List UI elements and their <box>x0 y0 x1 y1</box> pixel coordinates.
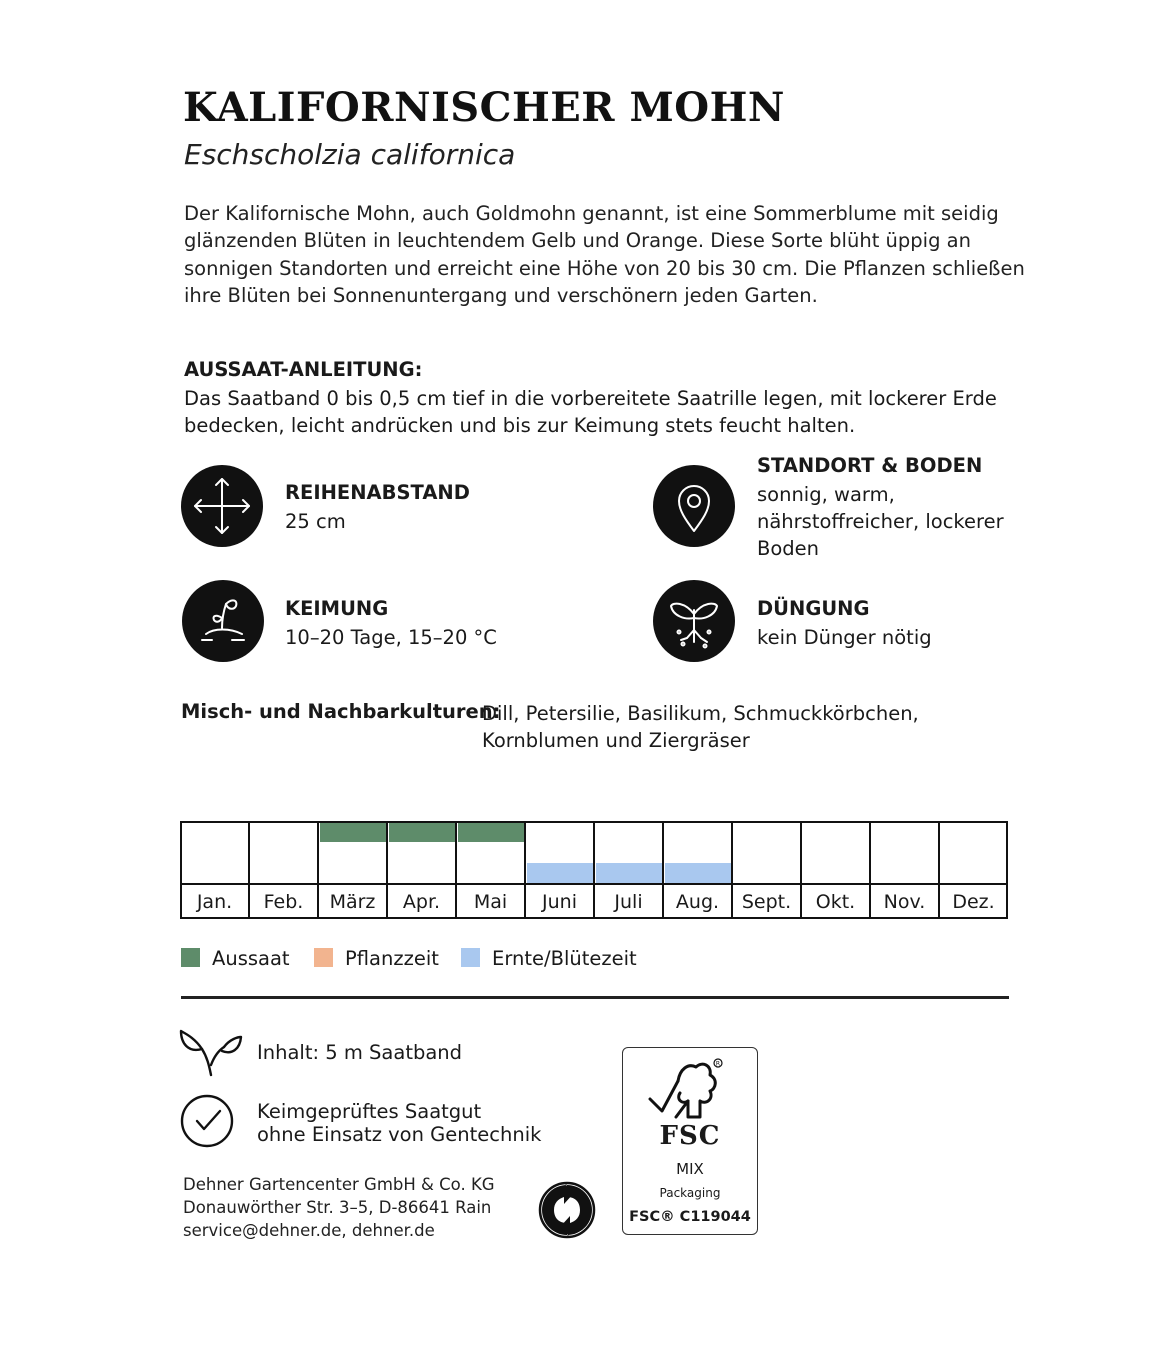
calendar-month-label: Feb. <box>263 891 304 913</box>
botanical-name: Eschscholzia californica <box>184 138 516 171</box>
spacing-value: 25 cm <box>285 510 346 533</box>
location-value <box>757 481 1004 562</box>
calendar-month-label: Mai <box>473 891 508 913</box>
recycling-logo-icon <box>538 1181 596 1239</box>
legend-harvest <box>461 947 637 970</box>
germination-heading: KEIMUNG <box>285 597 389 620</box>
description-line: glänzenden Blüten in leuchtendem Gelb und Orange. Diese Sorte blüht üppig an <box>184 229 971 253</box>
germination-value: 10–20 Tage, 15–20 °C <box>285 626 497 649</box>
address-line: Donauwörther Str. 3–5, D-86641 Rain <box>183 1198 492 1217</box>
legend-planting <box>314 947 439 970</box>
calendar-month-label: Jan. <box>196 891 233 913</box>
sowing-line: bedecken, leicht andrücken und bis zur Keimung stets feucht halten. <box>184 414 856 437</box>
sowing-instructions <box>184 385 997 439</box>
companions-line: Dill, Petersilie, Basilikum, Schmuckkörbchen, <box>482 702 919 725</box>
address-line: service@dehner.de, dehner.de <box>183 1221 435 1240</box>
checkmark-icon <box>180 1093 236 1149</box>
calendar-month-label: Juli <box>614 891 643 913</box>
calendar-divider <box>180 883 1008 885</box>
fsc-logo-text: FSC <box>659 1121 721 1151</box>
calendar-month-label: Aug. <box>675 891 720 913</box>
location-line: sonnig, warm, <box>757 483 895 506</box>
leaves-icon <box>178 1025 244 1079</box>
calendar-month-label: Juni <box>542 891 577 913</box>
companions-label: Misch- und Nachbarkulturen: <box>181 700 501 723</box>
companions-line: Kornblumen und Ziergräser <box>482 729 750 752</box>
seedling-icon <box>182 580 264 662</box>
calendar-month-label: Apr. <box>402 891 441 913</box>
fertilizer-value: kein Dünger nötig <box>757 626 932 649</box>
legend-swatch <box>461 948 480 967</box>
page-title: KALIFORNISCHER MOHN <box>183 84 785 131</box>
legend-label: Pflanzzeit <box>345 947 439 970</box>
legend-label: Ernte/Blütezeit <box>492 947 637 970</box>
address-line: Dehner Gartencenter GmbH & Co. KG <box>183 1175 495 1194</box>
fsc-tree-icon <box>648 1057 728 1123</box>
description-line: ihre Blüten bei Sonnenuntergang und verschönern jeden Garten. <box>184 283 818 307</box>
company-address <box>183 1173 495 1242</box>
calendar-month-label: Sept. <box>741 891 792 913</box>
calendar-month-label: Nov. <box>883 891 926 913</box>
legend-sowing <box>181 947 290 970</box>
companions-value <box>482 700 919 754</box>
fertilizer-heading: DÜNGUNG <box>757 597 870 620</box>
arrows-cross-icon <box>181 465 263 547</box>
svg-text:R: R <box>715 1060 721 1068</box>
location-line: Boden <box>757 537 820 560</box>
location-pin-icon <box>653 465 735 547</box>
description <box>184 200 1025 309</box>
legend-swatch <box>314 948 333 967</box>
sowing-heading: AUSSAAT-ANLEITUNG: <box>184 358 423 381</box>
quality-line: ohne Einsatz von Gentechnik <box>257 1123 542 1146</box>
description-line: sonnigen Standorten und erreicht eine Höhe von 20 bis 30 cm. Die Pflanzen schließen <box>184 256 1025 280</box>
plant-roots-icon <box>653 580 735 662</box>
description-line: Der Kalifornische Mohn, auch Goldmohn genannt, ist eine Sommerblume mit seidig <box>184 202 999 225</box>
fsc-code: FSC® C119044 <box>629 1209 751 1225</box>
fsc-mix: MIX <box>676 1160 704 1178</box>
quality-line: Keimgeprüftes Saatgut <box>257 1100 482 1123</box>
legend-swatch <box>181 948 200 967</box>
sowing-line: Das Saatband 0 bis 0,5 cm tief in die vorbereitete Saatrille legen, mit lockerer Erde <box>184 387 997 410</box>
calendar-month-label: Okt. <box>815 891 856 913</box>
calendar-month-label: März <box>329 891 376 913</box>
legend-label: Aussaat <box>212 947 290 970</box>
content-info: Inhalt: 5 m Saatband <box>257 1041 463 1064</box>
sowing-calendar <box>180 821 1008 919</box>
calendar-month-label: Dez. <box>952 891 995 913</box>
fsc-packaging: Packaging <box>659 1186 721 1200</box>
divider <box>181 996 1009 999</box>
quality-info <box>257 1100 541 1146</box>
location-line: nährstoffreicher, lockerer <box>757 510 1004 533</box>
spacing-heading: REIHENABSTAND <box>285 481 470 504</box>
location-heading: STANDORT & BODEN <box>757 454 983 477</box>
